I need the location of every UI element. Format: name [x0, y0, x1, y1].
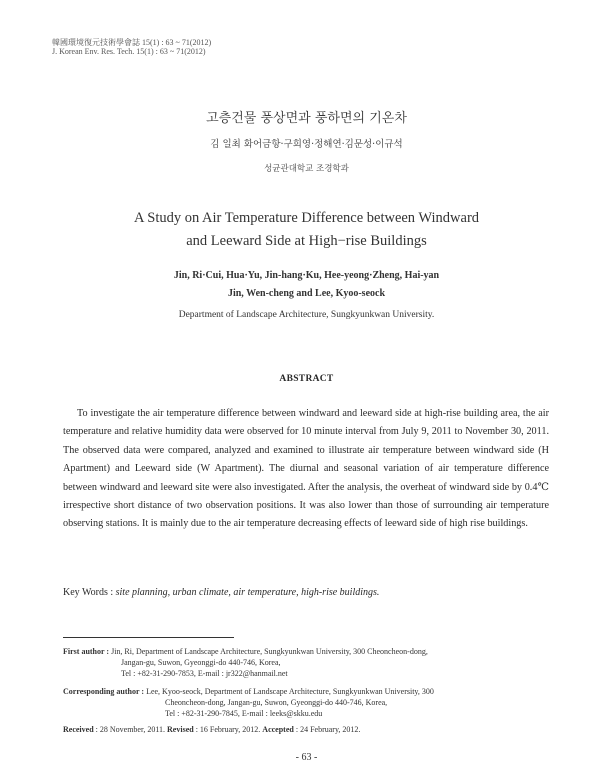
affiliation-english: Department of Landscape Architecture, Sungkyunkwan University.	[178, 310, 435, 320]
corresponding-author-line1: Lee, Kyoo-seock, Department of Landscape Architecture, Sungkyunkwan University, 300	[146, 687, 434, 696]
keywords	[63, 587, 379, 598]
journal-citation-ko: 韓國環境復元技術學會誌 15(1) : 63 ~ 71(2012)	[52, 38, 212, 47]
keywords-value: site planning, urban climate, air temperature, high-rise buildings.	[115, 587, 380, 598]
title-korean: 고층건물 풍상면과 풍하면의 기온차	[206, 111, 407, 126]
affiliation-korean: 성균관대학교 조경학과	[264, 164, 349, 174]
revised-date: : 16 February, 2012.	[193, 725, 263, 734]
corresponding-author-label: Corresponding author :	[63, 687, 147, 696]
authors-english-line1: Jin, Ri·Cui, Hua·Yu, Jin-hang·Ku, Hee-yeong·Zheng, Hai-yan	[173, 270, 440, 281]
accepted-date: : 24 February, 2012.	[293, 725, 361, 734]
revised-label: Revised	[167, 725, 194, 734]
authors-korean: 김 일최 화어금항·구희영·정해연·김문성·이규석	[210, 139, 403, 150]
corresponding-author-line2: Cheoncheon-dong, Jangan-gu, Suwon, Gyeonggi-do 440-746, Korea,	[165, 698, 388, 707]
page-number: - 63 -	[295, 752, 318, 763]
authors-english-line2: Jin, Wen-cheng and Lee, Kyoo-seock	[227, 288, 386, 299]
abstract-heading: ABSTRACT	[279, 374, 334, 384]
keywords-label: Key Words :	[63, 587, 116, 598]
footnote-divider	[63, 637, 234, 638]
first-author-label: First author :	[63, 647, 112, 656]
journal-citation-en: J. Korean Env. Res. Tech. 15(1) : 63 ~ 71(2012)	[52, 47, 206, 56]
title-english-line2: and Leeward Side at High−rise Buildings	[186, 233, 427, 249]
received-dates	[63, 724, 360, 735]
first-author-line2: Jangan-gu, Suwon, Gyeonggi-do 440-746, Korea,	[121, 658, 281, 667]
first-author-line1: Jin, Ri, Department of Landscape Architecture, Sungkyunkwan University, 300 Cheoncheon-dong,	[111, 647, 428, 656]
received-date: : 28 November, 2011.	[93, 725, 168, 734]
first-author-line3: Tel : +82-31-290-7853, E-mail : jr322@hanmail.net	[121, 669, 288, 678]
corresponding-author-footnote	[63, 686, 434, 719]
received-label: Received	[63, 725, 94, 734]
authors-english	[0, 267, 613, 303]
accepted-label: Accepted	[262, 725, 294, 734]
abstract-body: To investigate the air temperature difference between windward and leeward side at high-rise building area, the air temperature and relative humidity data were observed for 10 minute interval from July 9, 2011 to November 30, 2011. The observed data were compared, analyzed and examined to illustrate air temperature between windward side (H Apartment) and Leeward side (W Apartment). The diurnal and seasonal variation of air temperature difference between windward and leeward site were also investigated. After the analysis, the overheat of windward side by 0.4℃ irrespective short distance of two observation positions. It was also lower than those of surrounding air temperature observing stations. It is mainly due to the air temperature decreasing effects of leeward side of high rise buildings.	[63, 408, 549, 530]
corresponding-author-line3: Tel : +82-31-290-7845, E-mail : leeks@skku.edu	[165, 709, 323, 718]
title-english	[0, 207, 613, 253]
title-english-line1: A Study on Air Temperature Difference between Windward	[133, 210, 480, 226]
first-author-footnote	[63, 646, 428, 679]
journal-citation	[52, 38, 211, 56]
